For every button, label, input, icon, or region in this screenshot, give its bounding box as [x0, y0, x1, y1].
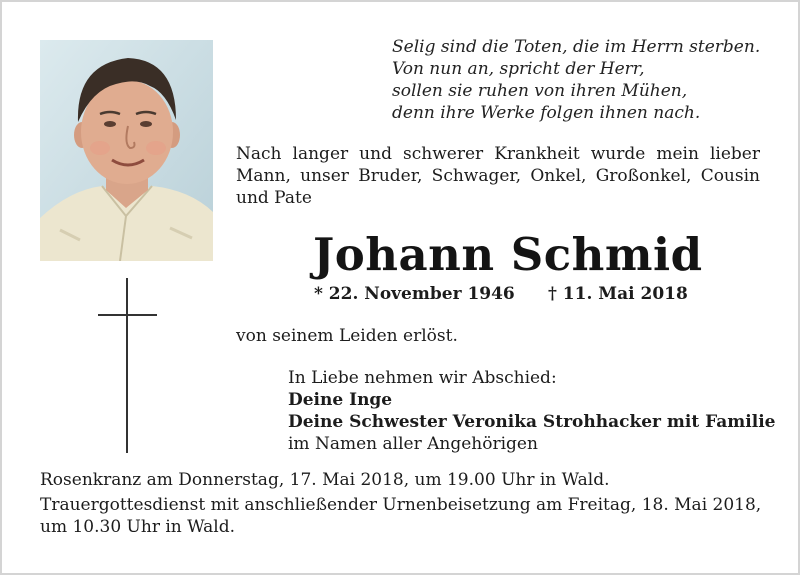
- intro-text: Nach langer und schwerer Krankheit wurde mein lieber Mann, unser Bruder, Schwager, Onkel, Großonkel, Cousin und Pate: [236, 144, 760, 208]
- deceased-name: Johann Schmid: [313, 228, 703, 281]
- mourner-wife: Deine Inge: [288, 390, 393, 410]
- farewell-intro: In Liebe nehmen wir Abschied:: [288, 368, 557, 388]
- redeemed-text: von seinem Leiden erlöst.: [236, 326, 458, 346]
- service-details: [40, 469, 760, 538]
- funeral-info-line1: Trauergottesdienst mit anschließender Urnenbeisetzung am Freitag, 18. Mai 2018,: [40, 495, 762, 515]
- bible-quote: [392, 36, 782, 124]
- portrait-photo: [40, 40, 213, 261]
- cross-vertical-bar: [126, 278, 128, 453]
- death-date: † 11. Mai 2018: [548, 284, 688, 304]
- funeral-info-line2: um 10.30 Uhr in Wald.: [40, 517, 235, 537]
- farewell-closing: im Namen aller Angehörigen: [288, 434, 538, 454]
- farewell-block: [288, 367, 775, 455]
- quote-line: Von nun an, spricht der Herr,: [392, 59, 645, 79]
- rosary-info: Rosenkranz am Donnerstag, 17. Mai 2018, um 19.00 Uhr in Wald.: [40, 470, 610, 490]
- mourner-sister: Deine Schwester Veronika Strohhacker mit Familie: [288, 412, 776, 432]
- cross-horizontal-bar: [98, 314, 157, 316]
- birth-date: * 22. November 1946: [314, 284, 515, 304]
- quote-line: Selig sind die Toten, die im Herrn sterben.: [392, 37, 761, 57]
- quote-line: denn ihre Werke folgen ihnen nach.: [392, 103, 701, 123]
- quote-line: sollen sie ruhen von ihren Mühen,: [392, 81, 688, 101]
